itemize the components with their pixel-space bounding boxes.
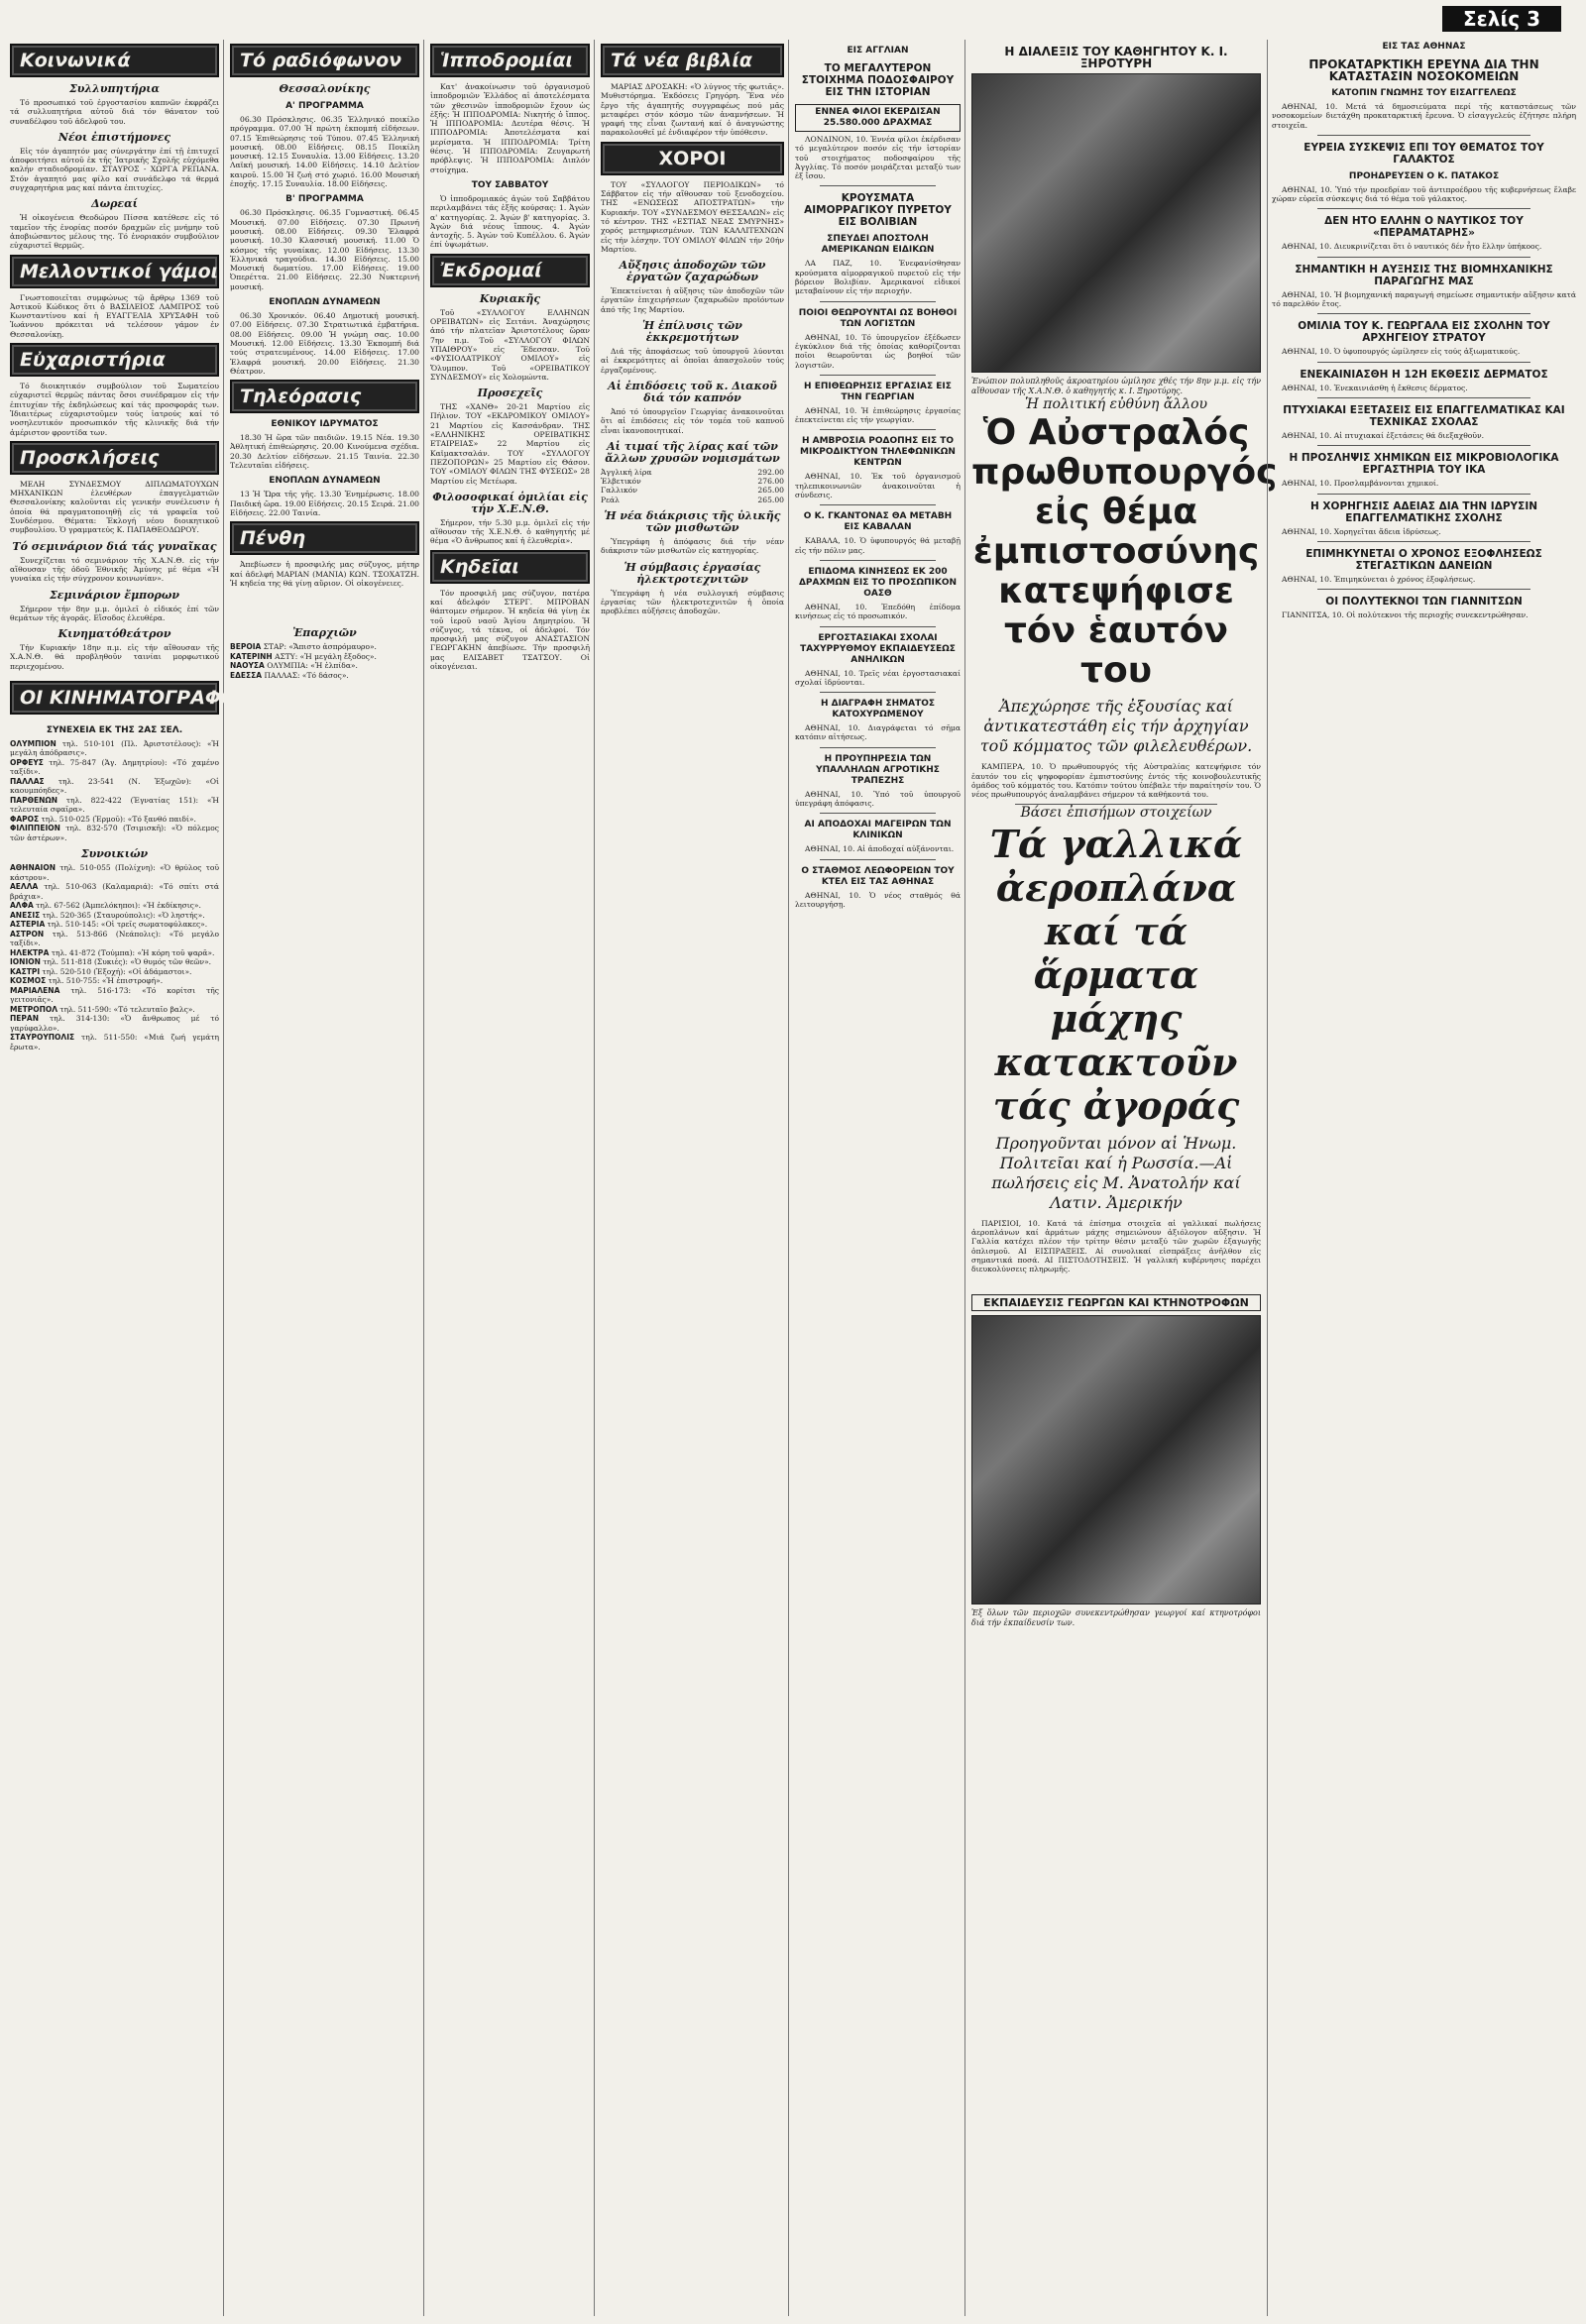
cinema-info: τηλ. 511-590: «Τό τελευταῖο βαλς». <box>57 1004 195 1014</box>
article-headline: Η ΔΙΑΓΡΑΦΗ ΣΗΜΑΤΟΣ ΚΑΤΟΧΥΡΩΜΕΝΟΥ <box>820 699 936 720</box>
divider <box>820 560 936 561</box>
article-text: Εἰς τόν ἀγαπητόν μας σύνεργάτην ἐπί τῇ ἐπιτυχεῖ ἀποφοιτήσει αὐτοῦ ἐκ τῆς Ἰατρικῆς Σχολῆς εὐχόμεθα καλήν σταδιοδρομίαν. ΣΤΑΥΡΟΣ - ΧΩΡΓΑ ΡΕΠΑΝΑ. Στόν ἀγαπητό μας φίλο καί συνάδελφο τά θερμά συγχαρητήρια μας καί πάντα ἐπιτυχίες. <box>10 146 219 193</box>
cinema-name: ΚΑΣΤΡΙ <box>10 966 41 976</box>
cinema-info: τηλ. 822-422 (Ἐγνατίας 151): «Ἡ τελευταία σφαῖρα». <box>10 795 219 815</box>
cinema-name: ΠΑΡΘΕΝΩΝ <box>10 795 58 805</box>
article-text: ΑΘΗΝΑΙ, 10. Ἐπεδόθη ἐπίδομα κινήσεως εἰς τό προσωπικόν. <box>795 602 961 621</box>
section-heading: Σεμινάριον ἔμπορων <box>50 588 179 602</box>
article-text: ΑΘΗΝΑΙ, 10. Τρεῖς νέαι ἐργοστασιακαί σχολαί ἱδρύονται. <box>795 668 961 687</box>
divider <box>1317 589 1530 590</box>
article-headline: ΠΟΙΟΙ ΘΕΩΡΟΥΝΤΑΙ ΩΣ ΒΟΗΘΟΙ ΤΩΝ ΛΟΓΙΣΤΩΝ <box>798 307 958 329</box>
divider <box>1317 313 1530 314</box>
cinema-name: ΚΑΤΕΡΙΝΗ <box>230 651 273 661</box>
article-text: Τόν προσφιλῆ μας σύζυγον, πατέρα καί ἀδελφόν ΣΤΕΡΓ. ΜΠΡΟΒΑΝ θάπτομεν σήμερον. Ἡ κηδεία θά γίνῃ ἐκ τοῦ ἱεροῦ ναοῦ Ἁγίου Δημητρίου. Ἡ σύζυγος, τά τέκνα, οἱ ἀδελφοί. Τόν προσφιλῆ μας σύζυγον ΑΝΑΣΤΑΣΙΟΝ ΓΕΩΡΓΑΚΗΝ ἀπεβίωσε. Τήν προσφιλῆ μας ΕΛΙΣΑΒΕΤ ΤΣΑΤΣΟΥ. Οἱ οἰκογένειαι. <box>430 588 590 672</box>
article-text: ΑΘΗΝΑΙ, 10. Ἐπιμηκύνεται ὁ χρόνος ἐξοφλήσεως. <box>1282 574 1476 584</box>
section-banner-social: Κοινωνικά <box>10 44 219 77</box>
cinema-entry <box>10 911 219 921</box>
section-banner-mourning: Πένθη <box>230 521 419 555</box>
cinema-info: τηλ. 520-510 (Ἐξοχή): «Οἱ ἀδάμαστοι». <box>40 966 192 976</box>
article-text: ΤΗΣ «ΧΑΝΘ» 20-21 Μαρτίου εἰς Πήλιον. ΤΟΥ «ΕΚΔΡΟΜΙΚΟΥ ΟΜΙΛΟΥ» 21 Μαρτίου εἰς Κασσάνδραν. ΤΗΣ «ΕΛΛΗΝΙΚΗΣ ΟΡΕΙΒΑΤΙΚΗΣ ΕΤΑΙΡΕΙΑΣ» 22 Μαρτίου εἰς Καϊμακτσαλάν. ΤΟΥ «ΣΥΛΛΟΓΟΥ ΠΕΖΟΠΟΡΩΝ» 25 Μαρτίου εἰς Θάσον. ΤΟΥ «ΟΜΙΛΟΥ ΦΙΛΩΝ ΤΗΣ ΦΥΣΕΩΣ» 28 Μαρτίου εἰς Μετέωρα. <box>430 402 590 486</box>
cinema-info: τηλ. 510-145: «Οἱ τρεῖς σωματοφύλακες». <box>45 920 208 930</box>
cinema-info: τηλ. 67-562 (Ἀμπελόκηποι): «Ἡ ἐκδίκησις». <box>33 901 201 911</box>
cinema-info: τηλ. 510-101 (Πλ. Ἀριστοτέλους): «Ἡ μεγάλη ἀπόδρασις». <box>10 738 219 758</box>
coin-name: Ἀγγλική λίρα <box>601 467 652 477</box>
article-text: ΑΘΗΝΑΙ, 10. Ὑπό τοῦ ὑπουργοῦ ὑπεγράφη ἀπόφασις. <box>795 789 961 809</box>
cinema-info: τηλ. 314-130: «Ὁ ἄνθρωπος μέ τό γαρύφαλλο». <box>10 1014 219 1033</box>
article-headline: ΕΠΙΔΟΜΑ ΚΙΝΗΣΕΩΣ ΕΚ 200 ΔΡΑΧΜΩΝ ΕΙΣ ΤΟ ΠΡΟΣΩΠΙΚΟΝ ΟΑΣΘ <box>798 566 958 599</box>
article-text: ΑΘΗΝΑΙ, 10. Αἱ πτυχιακαί ἐξετάσεις θά διεξαχθοῦν. <box>1282 430 1485 440</box>
article-text: ΓΙΑΝΝΙΤΣΑ, 10. Οἱ πολύτεκνοι τῆς περιοχῆς συνεκεντρώθησαν. <box>1282 610 1529 620</box>
section-heading: Αἱ ἐπιδόσεις τοῦ κ. Διακοῦ διά τόν καπνόν <box>608 379 777 404</box>
divider <box>1317 397 1530 398</box>
cinema-name: ΑΘΗΝΑΙΟΝ <box>10 863 56 873</box>
article-kicker: ΚΑΤΟΠΙΝ ΓΝΩΜΗΣ ΤΟΥ ΕΙΣΑΓΓΕΛΕΩΣ <box>1331 88 1517 98</box>
cinema-entry <box>10 901 219 911</box>
article-text: Ἡ οἰκογένεια Θεοδώρου Πίσσα κατέθεσε εἰς τό ταμεῖον τῆς ἐνορίας ποσόν δραχμῶν εἰς μνήμην τοῦ ἀποβιώσαντος μέλους της. Τό ἐνοριακόν συμβούλιον εὐχαριστεῖ θερμῶς. <box>10 213 219 251</box>
cinema-name: ΠΕΡΑΝ <box>10 1014 39 1024</box>
divider <box>1317 208 1530 209</box>
column-features <box>967 40 1278 2316</box>
article-text: ΑΘΗΝΑΙ, 10. Ἡ ἐπιθεώρησις ἐργασίας ἐπεκτείνεται εἰς τήν γεωργίαν. <box>795 405 961 425</box>
cinema-info: τηλ. 510-755: «Ἡ ἐπιστροφή». <box>46 976 164 986</box>
cinema-entry <box>10 882 219 901</box>
section-banner-radio: Τό ραδιόφωνον <box>230 44 419 77</box>
article-headline: ΣΗΜΑΝΤΙΚΗ Η ΑΥΞΗΣΙΣ ΤΗΣ ΒΙΟΜΗΧΑΝΙΚΗΣ ΠΑΡΑΓΩΓΗΣ ΜΑΣ <box>1295 263 1553 287</box>
section-heading: Θεσσαλονίκης <box>279 82 371 95</box>
article-text: ΠΑΡΙΣΙΟΙ, 10. Κατά τά ἐπίσημα στοιχεῖα αἱ γαλλικαί πωλήσεις ἀεροπλάνων καί ἁρμάτων μάχης σημειώνουν ἀξιόλογον αὔξησιν. Ἡ Γαλλία κατέχει πλέον τήν τρίτην θέσιν μεταξύ τῶν χωρῶν ἐξαγωγῆς ὁπλισμοῦ. ΑΙ ΕΙΣΠΡΑΞΕΙΣ. Αἱ συνολικαί εἰσπράξεις ἀνῆλθον εἰς σημαντικά ποσά. ΑΙ ΠΙΣΤΟΔΟΤΗΣΕΙΣ. Ἡ γαλλική κυβέρνησις παρέχει διευκολύνσεις πληρωμῆς. <box>971 1218 1261 1274</box>
article-headline: ΠΤΥΧΙΑΚΑΙ ΕΞΕΤΑΣΕΙΣ ΕΙΣ ΕΠΑΓΓΕΛΜΑΤΙΚΑΣ ΚΑΙ ΤΕΧΝΙΚΑΣ ΣΧΟΛΑΣ <box>1283 403 1565 428</box>
article-kicker: ΕΝΝΕΑ ΦΙΛΟΙ ΕΚΕΡΔΙΣΑΝ 25.580.000 ΔΡΑΧΜΑΣ <box>795 104 961 132</box>
divider <box>820 747 936 748</box>
article-text: ΜΕΛΗ ΣΥΝΔΕΣΜΟΥ ΔΙΠΛΩΜΑΤΟΥΧΩΝ ΜΗΧΑΝΙΚΩΝ ἐλευθέρων ἐπαγγελματιῶν Θεσσαλονίκης καλοῦνται εἰς γενικήν συνέλευσιν ἡ ὁποία θά πραγματοποιηθῇ εἰς τά γραφεῖα τοῦ Συνδέσμου. Θέματα: Ἐκλογή νέου διοικητικοῦ συμβουλίου. Ὁ γραμματεύς Κ. ΠΑΠΑΘΕΟΔΩΡΟΥ. <box>10 479 219 535</box>
cinema-info: τηλ. 513-866 (Νεάπολις): «Τό μεγάλο ταξίδι». <box>10 929 219 948</box>
cinema-entry <box>10 863 219 882</box>
cinema-entry <box>10 967 219 977</box>
cinema-name: ΑΛΦΑ <box>10 901 34 911</box>
page-number: Σελίς 3 <box>1442 6 1561 32</box>
cinema-name: ΜΕΤΡΟΠΟΛ <box>10 1004 58 1014</box>
article-text: ΜΑΡΙΑΣ ΔΡΟΣΑΚΗ: «Ὁ λύγνος τῆς φωτιᾶς». Μυθιστόρημα. Ἐκδόσεις Γρηγόρη. Ἕνα νέο ἔργο τῆς ἀγαπητῆς συγγραφέως πού μᾶς μεταφέρει στόν κόσμο τῶν ἀναμνήσεων. Ἡ γραφή της εἶναι ζωντανή καί ὁ ἀναγνώστης παρακολουθεῖ μέ ἐνδιαφέρον τήν ὑπόθεσιν. <box>601 82 784 138</box>
section-banner-cinemas: ΟΙ ΚΙΝΗΜΑΤΟΓΡΑΦΟΙ <box>10 681 219 715</box>
cinema-info: ΠΑΛΛΑΣ: «Τό δάσος». <box>262 670 349 680</box>
article-text: Κατ' ἀνακοίνωσιν τοῦ ὀργανισμοῦ ἱπποδρομιῶν Ἑλλάδος αἱ ἀποτελέσματα τῶν χθεσινῶν ἱπποδρομιῶν ἔχουν ὡς ἑξῆς: Ἡ ΙΠΠΟΔΡΟΜΙΑ: Νικητής ὁ ἵππος. Ἡ ΙΠΠΟΔΡΟΜΙΑ: Δευτέρα θέσις. Ἡ ΙΠΠΟΔΡΟΜΙΑ: Ἀποτελέσματα καί μερίσματα. Ἡ ΙΠΠΟΔΡΟΜΙΑ: Τρίτη θέσις. Ἡ ΙΠΠΟΔΡΟΜΙΑ: Ζευγαρωτή πρόβλεψις. Ἡ ΙΠΠΟΔΡΟΜΙΑ: Διπλόν στοίχημα. <box>430 82 590 174</box>
column-books-dances <box>597 40 789 2316</box>
article-headline: ΟΜΙΛΙΑ ΤΟΥ Κ. ΓΕΩΡΓΑΛΑ ΕΙΣ ΣΧΟΛΗΝ ΤΟΥ ΑΡΧΗΓΕΙΟΥ ΣΤΡΑΤΟΥ <box>1298 320 1550 345</box>
section-banner-thanks: Εὐχαριστήρια <box>10 343 219 377</box>
cinema-name: ΑΣΤΡΟΝ <box>10 929 45 939</box>
cinema-info: τηλ. 510-025 (Ἐρμοῦ): «Τό ξανθό παιδί». <box>39 814 196 824</box>
article-text: ΑΘΗΝΑΙ, 10. Προσλαμβάνονται χημικοί. <box>1282 479 1439 489</box>
article-text: ΑΘΗΝΑΙ, 10. Τό ὑπουργεῖον ἐξέδωσεν ἐγκύκλιον διά τῆς ὁποίας καθορίζονται ποῖοι θεωροῦνται ὡς βοηθοί τῶν λογιστῶν. <box>795 332 961 370</box>
cinemas-first-run-heading: ΣΥΝΕΧΕΙΑ ΕΚ ΤΗΣ 2ΑΣ ΣΕΛ. <box>46 724 183 735</box>
article-text: Τοῦ «ΣΥΛΛΟΓΟΥ ΕΛΛΗΝΩΝ ΟΡΕΙΒΑΤΩΝ» εἰς Σειτάνι. Ἀναχώρησις ἀπό τήν πλατεῖαν Ἀριστοτέλους ὥραν 7ην π.μ. Τοῦ «ΣΥΛΛΟΓΟΥ ΦΙΛΩΝ ΥΠΑΙΘΡΟΥ» εἰς Ἔδεσσαν. Τοῦ «ΦΥΣΙΟΛΑΤΡΙΚΟΥ ΟΜΙΛΟΥ» εἰς Ὄλυμπον. Τοῦ «ΟΡΕΙΒΑΤΙΚΟΥ ΣΥΝΔΕΣΜΟΥ» εἰς Χολομώντα. <box>430 307 590 382</box>
coin-price: 276.00 <box>757 477 784 487</box>
article-headline: Η ΑΜΒΡΟΣΙΑ ΡΟΔΟΠΗΣ ΕΙΣ ΤΟ ΜΙΚΡΟΔΙΚΤΥΟΝ ΤΗΛΕΦΩΝΙΚΩΝ ΚΕΝΤΡΩΝ <box>800 436 956 469</box>
article-text: Σήμερον τήν 8ην μ.μ. ὁμιλεῖ ὁ εἰδικός ἐπί τῶν θεμάτων τῆς ἀγορᾶς. Εἴσοδος ἐλευθέρα. <box>10 604 219 622</box>
article-text: ΚΑΒΑΛΑ, 10. Ὁ ὑφυπουργός θά μεταβῇ εἰς τήν πόλιν μας. <box>795 536 961 555</box>
section-heading: Ἡ σύμβασις ἐργασίας ἠλεκτροτεχνιτῶν <box>623 560 761 586</box>
cinema-name: ΜΑΡΙΑΛΕΝΑ <box>10 985 60 995</box>
section-heading: Συλλυπητήρια <box>68 82 161 95</box>
cinema-name: ΚΟΣΜΟΣ <box>10 976 47 986</box>
article-headline: Ο Κ. ΓΚΑΝΤΟΝΑΣ ΘΑ ΜΕΤΑΒΗ ΕΙΣ ΚΑΒΑΛΑΝ <box>803 511 953 533</box>
article-headline: ΕΥΡΕΙΑ ΣΥΣΚΕΨΙΣ ΕΠΙ ΤΟΥ ΘΕΜΑΤΟΣ ΤΟΥ ΓΑΛΑΚΤΟΣ <box>1303 141 1544 166</box>
photo-caption: Ἐνώπιον πολυπληθοῦς ἀκροατηρίου ὡμίλησε χθές τήν 8ην μ.μ. εἰς τήν αἴθουσαν τῆς Χ.Α.Ν.Θ. ὁ καθηγητής κ. Ι. Ξηροτύρης. <box>971 377 1261 395</box>
coin-price: 265.00 <box>757 486 784 496</box>
article-text: ΑΘΗΝΑΙ, 10. Ἐκ τοῦ ὀργανισμοῦ τηλεπικοινωνιῶν ἀνακοινοῦται ἡ σύνδεσις. <box>795 472 961 500</box>
article-headline: Ο ΣΤΑΘΜΟΣ ΛΕΩΦΟΡΕΙΩΝ ΤΟΥ ΚΤΕΛ ΕΙΣ ΤΑΣ ΑΘΗΝΑΣ <box>801 865 955 887</box>
article-headline: ΕΠΙΜΗΚΥΝΕΤΑΙ Ο ΧΡΟΝΟΣ ΕΞΟΦΛΗΣΕΩΣ ΣΤΕΓΑΣΤΙΚΩΝ ΔΑΝΕΙΩΝ <box>1305 547 1542 572</box>
program-text: 13 Ἡ Ὥρα τῆς γῆς. 13.30 Ἐνημέρωσις. 18.00 Παιδική ὥρα. 19.00 Εἰδήσεις. 20.15 Σειρά. 21.00 Εἰδήσεις. 22.00 Ταινία. <box>230 490 419 517</box>
section-heading: Νέοι ἐπιστήμονες <box>57 130 171 144</box>
headline-deck: Ἀπεχώρησε τῆς ἐξουσίας καί ἀντικατεστάθη εἰς τήν ἀρχηγίαν τοῦ κόμματος τῶν φιλελευθέρων. <box>979 697 1253 756</box>
cinema-name: ΟΛΥΜΠΙΟΝ <box>10 738 57 748</box>
divider <box>820 626 936 627</box>
column-radio-tv <box>226 40 424 2316</box>
article-text: ΑΘΗΝΑΙ, 10. Διαγράφεται τό σῆμα κατόπιν αἰτήσεως. <box>795 723 961 742</box>
headline-kicker: Βάσει ἐπισήμων στοιχείων <box>1020 805 1212 822</box>
headline-kicker: Ἡ πολιτική εὐθύνη ἄλλου <box>1024 396 1208 412</box>
cinema-name: ΝΑΟΥΣΑ <box>230 661 265 671</box>
cinema-entry <box>230 642 419 652</box>
article-headline: ΑΙ ΑΠΟΔΟΧΑΙ ΜΑΓΕΙΡΩΝ ΤΩΝ ΚΛΙΝΙΚΩΝ <box>804 820 952 841</box>
section-heading: Φιλοσοφικαί ὁμιλίαι εἰς τήν Χ.Ε.Ν.Θ. <box>432 490 588 515</box>
gold-price-row <box>601 486 784 495</box>
article-text: Τήν Κυριακήν 18ην π.μ. εἰς τήν αἴθουσαν τῆς Χ.Α.Ν.Θ. θά προβληθοῦν ταινίαι μορφωτικοῦ περιεχομένου. <box>10 643 219 671</box>
article-headline: ΕΝΕΚΑΙΝΙΑΣΘΗ Η 12Η ΕΚΘΕΣΙΣ ΔΕΡΜΑΤΟΣ <box>1300 368 1548 381</box>
divider <box>820 813 936 814</box>
divider <box>820 859 936 860</box>
article-text: Διά τῆς ἀποφάσεως τοῦ ὑπουργοῦ λύονται αἱ ἐκκρεμότητες αἱ ὁποῖαι ἀπασχολοῦν τούς ἐργαζομένους. <box>601 347 784 375</box>
section-banner-books: Τά νέα βιβλία <box>601 44 784 77</box>
article-headline: Η ΠΡΟΣΛΗΨΙΣ ΧΗΜΙΚΩΝ ΕΙΣ ΜΙΚΡΟΒΙΟΛΟΓΙΚΑ ΕΡΓΑΣΤΗΡΙΑ ΤΟΥ ΙΚΑ <box>1289 452 1559 477</box>
cinema-info: ΣΤΑΡ: «Ἄπιστο ἀσπρόμαυρο». <box>261 642 377 652</box>
program-heading: ΕΝΟΠΛΩΝ ΔΥΝΑΜΕΩΝ <box>269 297 381 308</box>
article-text: Σήμερον, τήν 5.30 μ.μ. ὁμιλεῖ εἰς τήν αἴθουσαν τῆς Χ.Ε.Ν.Θ. ὁ καθηγητής μέ θέμα «Ὁ ἄνθρωπος καί ἡ ἐλευθερία». <box>430 517 590 546</box>
cinema-entry <box>10 957 219 967</box>
divider <box>1317 541 1530 542</box>
cinema-entry <box>10 815 219 825</box>
section-heading: Κινηματόθεάτρον <box>57 627 171 641</box>
cinema-name: ΟΡΦΕΥΣ <box>10 757 44 767</box>
article-text: Ἀπεβίωσεν ἡ προσφιλής μας σύζυγος, μήτηρ καί ἀδελφή ΜΑΡΙΑΝ (ΜΑΝΙΑ) ΚΩΝ. ΤΣΟΧΑΤΖΗ. Ἡ κηδεία της θά γίνῃ αὔριον. Οἱ οἰκογένειες. <box>230 560 419 588</box>
section-heading: Τό σεμινάριον διά τάς γυναῖκας <box>12 539 217 553</box>
cinema-name: ΠΑΛΛΑΣ <box>10 776 45 786</box>
article-text: Τό διοικητικόν συμβούλιον τοῦ Σωματείου εὐχαριστεῖ θερμῶς πάντας ὅσοι συνέδραμον εἰς τήν ἐπιτυχίαν τῆς ἐκδηλώσεως καί τάς προσφοράς των. Ἰδιαιτέρως εὐχαριστοῦμεν τούς ἰατρούς καί τό νοσηλευτικόν προσωπικόν τῆς κλινικῆς διά τήν ἀμέριστον φροντίδα των. <box>10 382 219 437</box>
coin-price: 265.00 <box>757 495 784 504</box>
cinema-name: ΑΝΕΣΙΣ <box>10 910 41 920</box>
section-heading: Δωρεαί <box>91 197 138 211</box>
cinema-info: τηλ. 41-872 (Τούμπα): «Ἡ κόρη τοῦ ψαρᾶ». <box>49 947 215 957</box>
section-banner-excursions: Ἐκδρομαί <box>430 254 590 287</box>
cinema-listings <box>10 719 219 1052</box>
cinema-entry <box>10 1033 219 1051</box>
article-text: Ὑπεγράφη ἡ ἀπόφασις διά τήν νέαν διάκρισιν τῶν μισθωτῶν εἰς κατηγορίας. <box>601 537 784 556</box>
cinemas-provinces-heading: Ἐπαρχιῶν <box>292 626 357 640</box>
article-text: ΚΑΜΠΕΡΑ, 10. Ὁ πρωθυπουργός τῆς Αὐστραλίας κατεψήφισε τόν ἑαυτόν του εἰς ψηφοφορίαν ἐμπιστοσύνης ἐντός τῆς κοινοβουλευτικῆς ὁμάδος τοῦ κόμματός του. Κατόπιν τούτου ὑπέβαλε τήν παραίτησίν του. Ὁ νέος πρωθυπουργός ἀναλαμβάνει σήμερον τά καθήκοντά του. <box>971 762 1261 800</box>
gold-price-row <box>601 477 784 486</box>
cinema-info: ΟΛΥΜΠΙΑ: «Ἡ ἐλπίδα». <box>264 661 358 671</box>
cinema-info: τηλ. 510-063 (Καλαμαριά): «Τό σπίτι στά βράχια». <box>10 882 219 901</box>
cinemas-suburbs-heading: Συνοικιών <box>80 847 149 861</box>
article-kicker: ΣΠΕΥΔΕΙ ΑΠΟΣΤΟΛΗ ΑΜΕΡΙΚΑΝΩΝ ΕΙΔΙΚΩΝ <box>821 234 935 256</box>
article-text: ΑΘΗΝΑΙ, 10. Αἱ ἀποδοχαί αὐξάνονται. <box>805 844 955 854</box>
article-text: ΛΟΝΔΙΝΟΝ, 10. Ἐννέα φίλοι ἐκέρδισαν τό μεγαλύτερον ποσόν εἰς τήν ἱστορίαν τοῦ στοιχήματος ποδοσφαίρου τῆς Ἀγγλίας. Τό ποσόν μοιράζεται μεταξύ των ἐξ ἴσου. <box>795 135 961 181</box>
article-headline: ΤΟ ΜΕΓΑΛΥΤΕΡΟΝ ΣΤΟΙΧΗΜΑ ΠΟΔΟΣΦΑΙΡΟΥ ΕΙΣ ΤΗΝ ΙΣΤΟΡΙΑΝ <box>801 62 955 98</box>
cinema-entry <box>10 920 219 930</box>
cinema-name: ΣΤΑΥΡΟΥΠΟΛΙΣ <box>10 1033 75 1043</box>
coin-name: Ἐλβετικόν <box>601 477 641 487</box>
article-text: ΑΘΗΝΑΙ, 10. Ὁ ὑφυπουργός ὡμίλησεν εἰς τούς ἀξιωματικούς. <box>1282 347 1521 357</box>
cinema-name: ΙΟΝΙΟΝ <box>10 957 41 967</box>
cinema-entry <box>10 824 219 842</box>
cinema-entry <box>10 796 219 815</box>
section-heading: Ἡ ἐπίλυσις τῶν ἐκκρεμοτήτων <box>642 319 742 345</box>
lecture-photo <box>971 73 1261 373</box>
section-heading: ΕΙΣ ΤΑΣ ΑΘΗΝΑΣ <box>1382 42 1466 52</box>
section-heading: Κυριακῆς <box>479 291 541 305</box>
article-text: ΤΟΥ «ΣΥΛΛΟΓΟΥ ΠΕΡΙΟΔΙΚΩΝ» τό Σάββατον εἰς τήν αἴθουσαν τοῦ ξενοδοχείου. ΤΗΣ «ΕΝΩΣΕΩΣ ΑΠΟΣΤΡΑΤΩΝ» τήν Κυριακήν. ΤΟΥ «ΣΥΝΔΕΣΜΟΥ ΘΕΣΣΑΛΩΝ» εἰς τό κέντρον. ΤΗΣ «ΕΣΤΙΑΣ ΝΕΑΣ ΣΜΥΡΝΗΣ» χορός μετημφιεσμένων. ΤΩΝ ΚΑΛΛΙΤΕΧΝΩΝ εἰς τήν λέσχην. ΤΟΥ ΟΜΙΛΟΥ ΦΙΛΩΝ τήν 20ήν Μαρτίου. <box>601 179 784 254</box>
section-heading: ΤΟΥ ΣΑΒΒΑΤΟΥ <box>471 179 549 190</box>
article-text: ΑΘΗΝΑΙ, 10. Ἡ βιομηχανική παραγωγή σημείωσε σημαντικήν αὔξησιν κατά τό παρελθόν ἔτος. <box>1272 289 1576 309</box>
section-heading: ΕΙΣ ΑΓΓΛΙΑΝ <box>847 46 909 55</box>
article-text: Τό προσωπικό τοῦ ἐργοστασίου καπνῶν ἐκφράζει τά συλλυπητήρια αὐτοῦ διά τόν θάνατον τοῦ συναδέλφου τοῦ ἀδελφοῦ του. <box>10 98 219 126</box>
cinema-entry <box>10 777 219 796</box>
headline-deck: Προηγοῦνται μόνον αἱ Ἡνωμ. Πολιτεῖαι καί ἡ Ρωσσία.—Αἱ πωλήσεις εἰς Μ. Ἀνατολήν καί Λατιν. Ἀμερικήν <box>991 1133 1241 1212</box>
cinema-info: τηλ. 520-365 (Σταυρούπολις): «Ὁ ληστής». <box>40 910 205 920</box>
main-headline-australia: Ὁ Αὐστραλός πρωθυπουργός εἰς θέμα ἐμπιστοσύνης κατεψήφισε τόν ἑαυτόν του <box>971 412 1278 692</box>
section-heading: Αὔξησις ἀποδοχῶν τῶν ἐργατῶν ζαχαρώδων <box>619 259 766 284</box>
section-banner-racing: Ἱπποδρομίαι <box>430 44 590 77</box>
section-banner-television: Τηλεόρασις <box>230 380 419 413</box>
divider <box>1317 135 1530 136</box>
cinema-name: ΗΛΕΚΤΡΑ <box>10 947 50 957</box>
column-racing-excursions <box>426 40 595 2316</box>
cinema-provinces-list <box>230 642 419 680</box>
program-text: 06.30 Πρόσκλησις. 06.35 Ἑλληνικό ποικίλο πρόγραμμα. 07.00 Ἡ πρώτη ἐκπομπή εἰδήσεων. 07.15 Ἐπιθεώρησις τοῦ Τύπου. 07.45 Ἑλληνική μουσική. 08.00 Εἰδήσεις. 08.15 Ποικίλη μουσική. 12.15 Συναυλία. 13.00 Εἰδήσεις. 13.20 Λαϊκή μουσική. 14.00 Εἰδήσεις. 14.10 Δελτίον καιροῦ. 15.00 Ἡ ζωή στό χωριό. 16.00 Μουσική ἐποχῆς. 17.15 Συναυλία. 18.00 Εἰδήσεις. <box>230 115 419 189</box>
cinema-first-run-list <box>10 739 219 843</box>
cinema-name: ΑΕΛΛΑ <box>10 882 39 892</box>
cinema-name: ΕΔΕΣΣΑ <box>230 670 263 680</box>
program-heading: ΕΝΟΠΛΩΝ ΔΥΝΑΜΕΩΝ <box>269 476 381 487</box>
divider <box>820 429 936 430</box>
cinema-entry <box>10 930 219 948</box>
article-text: Ἐπεκτείνεται ἡ αὔξησις τῶν ἀποδοχῶν τῶν ἐργατῶν ἐπιχειρήσεων ζαχαρωδῶν προϊόντων ἀπό τῆς 1ης Μαρτίου. <box>601 286 784 314</box>
photo-caption: Ἐξ ὅλων τῶν περιοχῶν συνεκεντρώθησαν γεωργοί καί κτηνοτρόφοι διά τήν ἐκπαίδευσίν των. <box>971 1607 1261 1627</box>
photo-heading: Η ΔΙΑΛΕΞΙΣ ΤΟΥ ΚΑΘΗΓΗΤΟΥ Κ. Ι. ΞΗΡΟΤΥΡΗ <box>1004 45 1228 70</box>
section-heading: Αἱ τιμαί τῆς λίρας καί τῶν ἄλλων χρυσῶν νομισμάτων <box>605 439 780 465</box>
cinema-name: ΦΑΡΟΣ <box>10 814 40 824</box>
cinema-entry <box>230 661 419 671</box>
column-news-briefs <box>791 40 965 2316</box>
article-text: ΛΑ ΠΑΖ, 10. Ἐνεφανίσθησαν κρούσματα αἱμορραγικοῦ πυρετοῦ εἰς τήν βόρειον Βολιβίαν. Ἀμερικανοί εἰδικοί μεταβαίνουν εἰς τήν περιοχήν. <box>795 259 961 296</box>
cinema-info: τηλ. 23-541 (Ν. Ἐξωχῶν): «Οἱ καουμπόηδες». <box>10 776 219 796</box>
article-kicker: ΠΡΟΗΔΡΕΥΣΕΝ Ο Κ. ΠΑΤΑΚΟΣ <box>1348 170 1500 181</box>
cinema-entry <box>10 1014 219 1033</box>
article-headline: ΚΡΟΥΣΜΑΤΑ ΑΙΜΟΡΡΑΓΙΚΟΥ ΠΥΡΕΤΟΥ ΕΙΣ ΒΟΛΙΒΙΑΝ <box>804 192 952 229</box>
cinema-entry <box>10 739 219 758</box>
article-text: ΑΘΗΝΑΙ, 10. Διευκρινίζεται ὅτι ὁ ναυτικός δέν ἦτο ἕλλην ὑπήκοος. <box>1282 242 1542 252</box>
gold-price-row <box>601 468 784 477</box>
cinema-entry <box>230 652 419 662</box>
article-text: ΑΘΗΝΑΙ, 10. Ὁ νέος σταθμός θά λειτουργήσῃ. <box>795 890 961 909</box>
article-text: Ὑπεγράφη ἡ νέα συλλογική σύμβασις ἐργασίας τῶν ἠλεκτροτεχνιτῶν ἡ ὁποία προβλέπει αὐξήσεις ἀποδοχῶν. <box>601 588 784 616</box>
cinema-info: τηλ. 510-055 (Πολίχνη): «Ὁ θρύλος τοῦ κάστρου». <box>10 863 219 882</box>
article-text: Ἀπό τό ὑπουργεῖον Γεωργίας ἀνακοινοῦται ὅτι αἱ ἐπιδόσεις εἰς τόν τομέα τοῦ καπνοῦ εἶναι ἱκανοποιητικαί. <box>601 406 784 435</box>
divider <box>820 375 936 376</box>
cinema-entry <box>10 976 219 986</box>
cinema-entry <box>10 1005 219 1015</box>
section-heading: Προσεχεῖς <box>477 387 543 400</box>
program-heading: Α' ΠΡΟΓΡΑΜΜΑ <box>285 101 364 111</box>
section-banner-invitations: Προσκλήσεις <box>10 441 219 475</box>
divider <box>820 504 936 505</box>
cinema-entry <box>10 758 219 777</box>
article-headline: Η ΠΡΟΥΠΗΡΕΣΙΑ ΤΩΝ ΥΠΑΛΛΗΛΩΝ ΑΓΡΟΤΙΚΗΣ ΤΡΑΠΕΖΗΣ <box>816 753 940 786</box>
article-headline: ΠΡΟΚΑΤΑΡΚΤΙΚΗ ΕΡΕΥΝΑ ΔΙΑ ΤΗΝ ΚΑΤΑΣΤΑΣΙΝ ΝΟΣΟΚΟΜΕΙΩΝ <box>1308 57 1539 83</box>
article-text: Συνεχίζεται τό σεμινάριον τῆς Χ.Α.Ν.Θ. εἰς τήν αἴθουσαν τῆς ὁδοῦ Ἐθνικῆς Ἀμύνης μέ θέμα «Ἡ γυναίκα εἰς τήν σύγχρονον κοινωνίαν». <box>10 555 219 584</box>
cinema-suburbs-list <box>10 863 219 1051</box>
cinema-info: τηλ. 511-818 (Συκιές): «Ὁ θυμός τῶν θεῶν». <box>40 957 212 967</box>
article-headline: ΔΕΝ ΗΤΟ ΕΛΛΗΝ Ο ΝΑΥΤΙΚΟΣ ΤΟΥ «ΠΕΡΑΜΑΤΑΡΗΣ» <box>1324 215 1524 240</box>
cinema-name: ΑΣΤΕΡΙΑ <box>10 920 46 930</box>
cinema-info: τηλ. 516-173: «Τό κορίτσι τῆς γειτονιᾶς». <box>10 985 219 1005</box>
section-heading: Ἡ νέα διάκρισις τῆς ὑλικῆς τῶν μισθωτῶν <box>604 509 781 535</box>
cinema-info: τηλ. 511-550: «Μιά ζωή γεμάτη ἔρωτα». <box>10 1033 219 1051</box>
program-text: 18.30 Ἡ ὥρα τῶν παιδιῶν. 19.15 Νέα. 19.30 Ἀθλητική ἐπιθεώρησις. 20.00 Κινούμενα σχέδια. 20.30 Δελτίον εἰδήσεων. 21.15 Ταινία. 22.30 Τελευταῖαι εἰδήσεις. <box>230 433 419 471</box>
program-text: 06.30 Χρονικόν. 06.40 Δημοτική μουσική. 07.00 Εἰδήσεις. 07.30 Στρατιωτικά ἐμβατήρια. 08.00 Εἰδήσεις. 09.00 Ἡ γνώμη σας. 10.00 Μουσική. 12.00 Εἰδήσεις. 13.30 Ἐκπομπή διά τούς στρατευμένους. 14.00 Εἰδήσεις. 17.00 Ἐλαφρά μουσική. 20.00 Εἰδήσεις. 21.30 Θέατρον. <box>230 311 419 376</box>
section-banner-funerals: Κηδεῖαι <box>430 550 590 584</box>
article-text: ΑΘΗΝΑΙ, 10. Ὑπό τήν προεδρίαν τοῦ ἀντιπροέδρου τῆς κυβερνήσεως ἔλαβε χώραν εὐρεῖα σύσκεψις διά τό θέμα τοῦ γάλακτος. <box>1272 184 1576 204</box>
article-headline: ΕΡΓΟΣΤΑΣΙΑΚΑΙ ΣΧΟΛΑΙ ΤΑΧΥΡΡΥΘΜΟΥ ΕΚΠΑΙΔΕΥΣΕΩΣ ΑΝΗΛΙΚΩΝ <box>800 632 956 665</box>
divider <box>1317 362 1530 363</box>
divider <box>1317 445 1530 446</box>
coin-name: Γαλλικόν <box>601 486 637 496</box>
main-headline-french-arms: Τά γαλλικά ἀεροπλάνα καί τά ἅρματα μάχης κατακτοῦν τάς ἀγοράς <box>989 821 1243 1128</box>
divider <box>1317 257 1530 258</box>
cinema-info: τηλ. 832-570 (Τσιμισκῆ): «Ὁ πόλεμος τῶν ἀστέρων». <box>10 824 219 842</box>
divider <box>820 301 936 302</box>
article-text: ΑΘΗΝΑΙ, 10. Ἐνεκαινιάσθη ἡ ἔκθεσις δέρματος. <box>1282 383 1468 392</box>
article-text: Γνωστοποιεῖται συμφώνως τῷ ἄρθρῳ 1369 τοῦ Ἀστικοῦ Κώδικος ὅτι ὁ ΒΑΣΙΛΕΙΟΣ ΛΑΜΠΡΟΣ τοῦ Κωνσταντίνου καί ἡ ΕΥΑΓΓΕΛΙΑ ΧΡΥΣΑΦΗ τοῦ Ἰωάννου πρόκειται νά τελέσουν γάμον ἐν Θεσσαλονίκῃ. <box>10 292 219 339</box>
article-text: ΑΘΗΝΑΙ, 10. Χορηγεῖται ἄδεια ἱδρύσεως. <box>1282 526 1441 536</box>
coin-price: 292.00 <box>757 467 784 477</box>
cinema-entry <box>10 948 219 958</box>
cinema-entry <box>10 986 219 1005</box>
divider <box>820 692 936 693</box>
gold-price-row <box>601 496 784 504</box>
cinema-name: ΒΕΡΟΙΑ <box>230 642 262 652</box>
program-text: 06.30 Πρόσκλησις. 06.35 Γυμναστική. 06.45 Μουσική. 07.00 Εἰδήσεις. 07.30 Πρωινή μουσική. 08.00 Εἰδήσεις. 09.30 Ἐλαφρά μουσική. 10.30 Κλασσική μουσική. 11.00 Ὁ κόσμος τῆς γυναίκας. 12.00 Εἰδήσεις. 13.30 Ἑλληνικά τραγούδια. 14.30 Εἰδήσεις. 15.00 Μουσική δωματίου. 17.00 Εἰδήσεις. 19.00 Ὀπερέττα. 21.00 Εἰδήσεις. 22.30 Νυκτερινή μουσική. <box>230 208 419 291</box>
article-text: ΑΘΗΝΑΙ, 10. Μετά τά δημοσιεύματα περί τῆς καταστάσεως τῶν νοσοκομείων διετάχθη προκαταρκτική ἔρευνα. Ὁ εἰσαγγελεύς ἐζήτησε πλήρη στοιχεῖα. <box>1272 102 1576 130</box>
program-heading: Β' ΠΡΟΓΡΑΜΜΑ <box>285 194 364 205</box>
farmers-photo <box>971 1315 1261 1605</box>
cinema-info: τηλ. 75-847 (Ἁγ. Δημητρίου): «Τό χαμένο ταξίδι». <box>10 757 219 777</box>
article-headline: Η ΕΠΙΘΕΩΡΗΣΙΣ ΕΡΓΑΣΙΑΣ ΕΙΣ ΤΗΝ ΓΕΩΡΓΙΑΝ <box>804 381 952 402</box>
coin-name: Ρεάλ <box>601 495 620 504</box>
column-athens-news <box>1267 40 1580 2316</box>
column-social <box>6 40 245 2316</box>
divider <box>820 185 936 186</box>
gold-price-table <box>601 468 784 504</box>
program-heading: ΕΘΝΙΚΟΥ ΙΔΡΥΜΑΤΟΣ <box>271 419 379 430</box>
article-text: Ὁ ἱπποδρομιακός ἀγών τοῦ Σαββάτου περιλαμβάνει τάς ἑξῆς κούρσας: 1. Ἀγών α' κατηγορίας. 2. Ἀγών β' κατηγορίας. 3. Ἀγών διά νέους ἵππους. 4. Ἀγών ἀντοχῆς. 5. Ἀγών τοῦ Κυπέλλου. 6. Ἀγών ἐπί ὑψωμάτων. <box>430 193 590 250</box>
article-headline: Η ΧΟΡΗΓΗΣΙΣ ΑΔΕΙΑΣ ΔΙΑ ΤΗΝ ΙΔΡΥΣΙΝ ΕΠΑΓΓΕΛΜΑΤΙΚΗΣ ΣΧΟΛΗΣ <box>1309 499 1538 524</box>
cinema-info: ΑΣΤΥ: «Ἡ μεγάλη ἔξοδος». <box>272 651 377 661</box>
section-banner-dances: ΧΟΡΟΙ <box>601 142 784 175</box>
cinema-entry <box>230 671 419 681</box>
farmers-training-heading: ΕΚΠΑΙΔΕΥΣΙΣ ΓΕΩΡΓΩΝ ΚΑΙ ΚΤΗΝΟΤΡΟΦΩΝ <box>971 1294 1261 1311</box>
divider <box>1317 494 1530 495</box>
cinema-name: ΦΙΛΙΠΠΕΙΟΝ <box>10 824 60 833</box>
article-headline: ΟΙ ΠΟΛΥΤΕΚΝΟΙ ΤΩΝ ΓΙΑΝΝΙΤΣΩΝ <box>1325 596 1523 609</box>
section-banner-weddings: Μελλοντικοί γάμοι <box>10 255 219 288</box>
